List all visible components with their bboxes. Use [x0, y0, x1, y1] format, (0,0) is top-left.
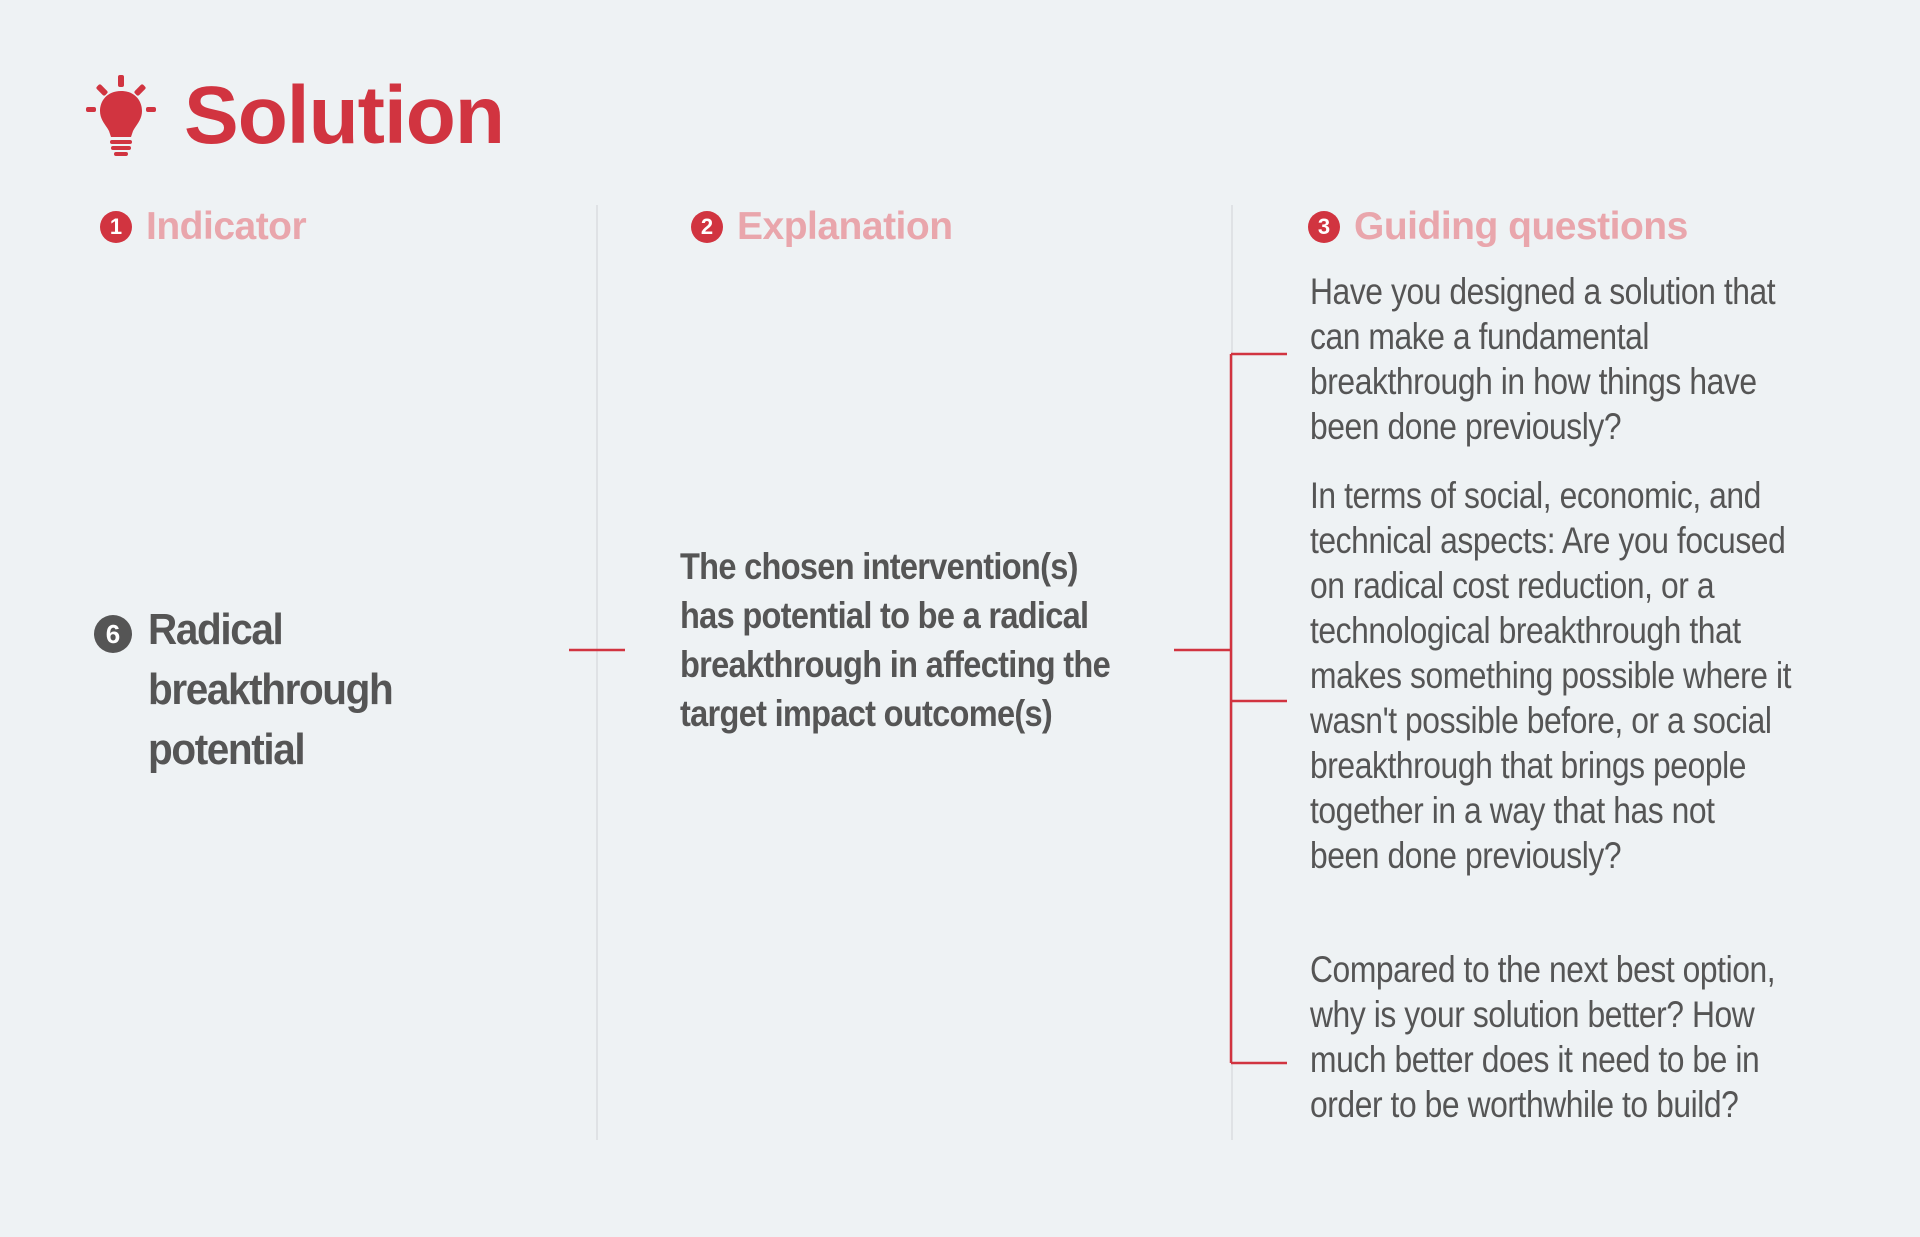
- column-header-label: Indicator: [146, 205, 307, 248]
- column-header-explanation: [691, 205, 953, 249]
- explanation-text: The chosen intervention(s) has potential to be a radical breakthrough in affecting the target impact outcome(s): [680, 546, 1111, 734]
- indicator-number-badge: 6: [94, 615, 132, 653]
- column-divider: [1231, 205, 1233, 1140]
- lightbulb-icon: [86, 75, 156, 157]
- column-header-guiding-questions: [1308, 205, 1688, 249]
- column-divider: [596, 205, 598, 1140]
- number-badge: 3: [1308, 211, 1340, 243]
- column-header-indicator: [100, 205, 306, 249]
- guiding-question-2: In terms of social, economic, and technical aspects: Are you focused on radical cost reduction, or a technological breakthrough that makes something possible where it wasn't possible before, or a social breakthrough that brings people together in a way that has not been done previously?: [1310, 475, 1792, 876]
- guiding-question-1: Have you designed a solution that can make a fundamental breakthrough in how things have been done previously?: [1310, 271, 1776, 447]
- page-header: [86, 66, 504, 166]
- column-header-label: Explanation: [737, 205, 953, 248]
- indicator-label: Radical breakthrough potential: [148, 605, 393, 774]
- column-header-label: Guiding questions: [1354, 205, 1688, 248]
- number-badge: 2: [691, 211, 723, 243]
- indicator-item: [94, 600, 568, 780]
- guiding-question-3: Compared to the next best option, why is your solution better? How much better does it need to be in order to be worthwhile to build?: [1310, 949, 1776, 1125]
- page-title: Solution: [184, 70, 504, 161]
- number-badge: 1: [100, 211, 132, 243]
